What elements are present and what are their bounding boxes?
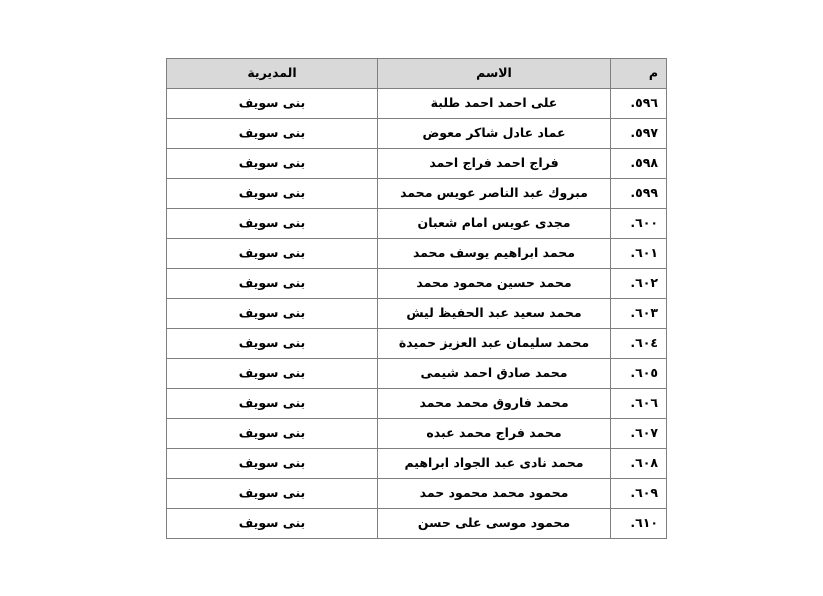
row-number: ٦٠٨. — [611, 449, 667, 479]
row-directorate: بنى سويف — [167, 449, 378, 479]
table-row — [167, 419, 667, 449]
row-name: محمد سليمان عبد العزيز حميدة — [378, 329, 611, 359]
row-number: ٥٩٨. — [611, 149, 667, 179]
table-row — [167, 149, 667, 179]
row-number: ٦١٠. — [611, 509, 667, 539]
row-directorate: بنى سويف — [167, 359, 378, 389]
row-number: ٦٠٦. — [611, 389, 667, 419]
row-directorate: بنى سويف — [167, 269, 378, 299]
row-name: عماد عادل شاكر معوض — [378, 119, 611, 149]
row-name: فراج احمد فراج احمد — [378, 149, 611, 179]
table-row — [167, 269, 667, 299]
table-row — [167, 239, 667, 269]
row-name: محمد ابراهيم يوسف محمد — [378, 239, 611, 269]
row-number: ٥٩٩. — [611, 179, 667, 209]
row-number: ٦٠٠. — [611, 209, 667, 239]
table-row — [167, 449, 667, 479]
row-name: محمد فاروق محمد محمد — [378, 389, 611, 419]
row-name: محمود موسى على حسن — [378, 509, 611, 539]
row-name: محمود محمد محمود حمد — [378, 479, 611, 509]
table-row — [167, 89, 667, 119]
row-directorate: بنى سويف — [167, 329, 378, 359]
row-number: ٦٠٢. — [611, 269, 667, 299]
table-row — [167, 479, 667, 509]
row-directorate: بنى سويف — [167, 149, 378, 179]
row-number: ٦٠٥. — [611, 359, 667, 389]
row-name: محمد صادق احمد شيمى — [378, 359, 611, 389]
table-row — [167, 209, 667, 239]
row-directorate: بنى سويف — [167, 419, 378, 449]
row-number: ٦٠١. — [611, 239, 667, 269]
row-number: ٥٩٧. — [611, 119, 667, 149]
row-name: على احمد احمد طلبة — [378, 89, 611, 119]
table-row — [167, 509, 667, 539]
table-row — [167, 389, 667, 419]
table-row — [167, 299, 667, 329]
header-name: الاسم — [378, 59, 611, 89]
table-row — [167, 329, 667, 359]
row-directorate: بنى سويف — [167, 239, 378, 269]
row-directorate: بنى سويف — [167, 179, 378, 209]
row-number: ٥٩٦. — [611, 89, 667, 119]
header-number: م — [611, 59, 667, 89]
header-directorate: المديرية — [167, 59, 378, 89]
row-name: محمد نادى عبد الجواد ابراهيم — [378, 449, 611, 479]
row-directorate: بنى سويف — [167, 479, 378, 509]
names-table — [166, 58, 667, 539]
table-row — [167, 179, 667, 209]
names-table-container — [166, 58, 657, 539]
row-number: ٦٠٣. — [611, 299, 667, 329]
row-name: محمد سعيد عبد الحفيظ ليش — [378, 299, 611, 329]
row-directorate: بنى سويف — [167, 119, 378, 149]
row-number: ٦٠٤. — [611, 329, 667, 359]
row-directorate: بنى سويف — [167, 89, 378, 119]
row-name: محمد فراج محمد عبده — [378, 419, 611, 449]
table-row — [167, 119, 667, 149]
row-directorate: بنى سويف — [167, 209, 378, 239]
row-name: مبروك عبد الناصر عويس محمد — [378, 179, 611, 209]
row-number: ٦٠٩. — [611, 479, 667, 509]
row-number: ٦٠٧. — [611, 419, 667, 449]
table-row — [167, 359, 667, 389]
row-name: مجدى عويس امام شعبان — [378, 209, 611, 239]
row-directorate: بنى سويف — [167, 509, 378, 539]
row-name: محمد حسين محمود محمد — [378, 269, 611, 299]
row-directorate: بنى سويف — [167, 299, 378, 329]
table-header-row — [167, 59, 667, 89]
row-directorate: بنى سويف — [167, 389, 378, 419]
